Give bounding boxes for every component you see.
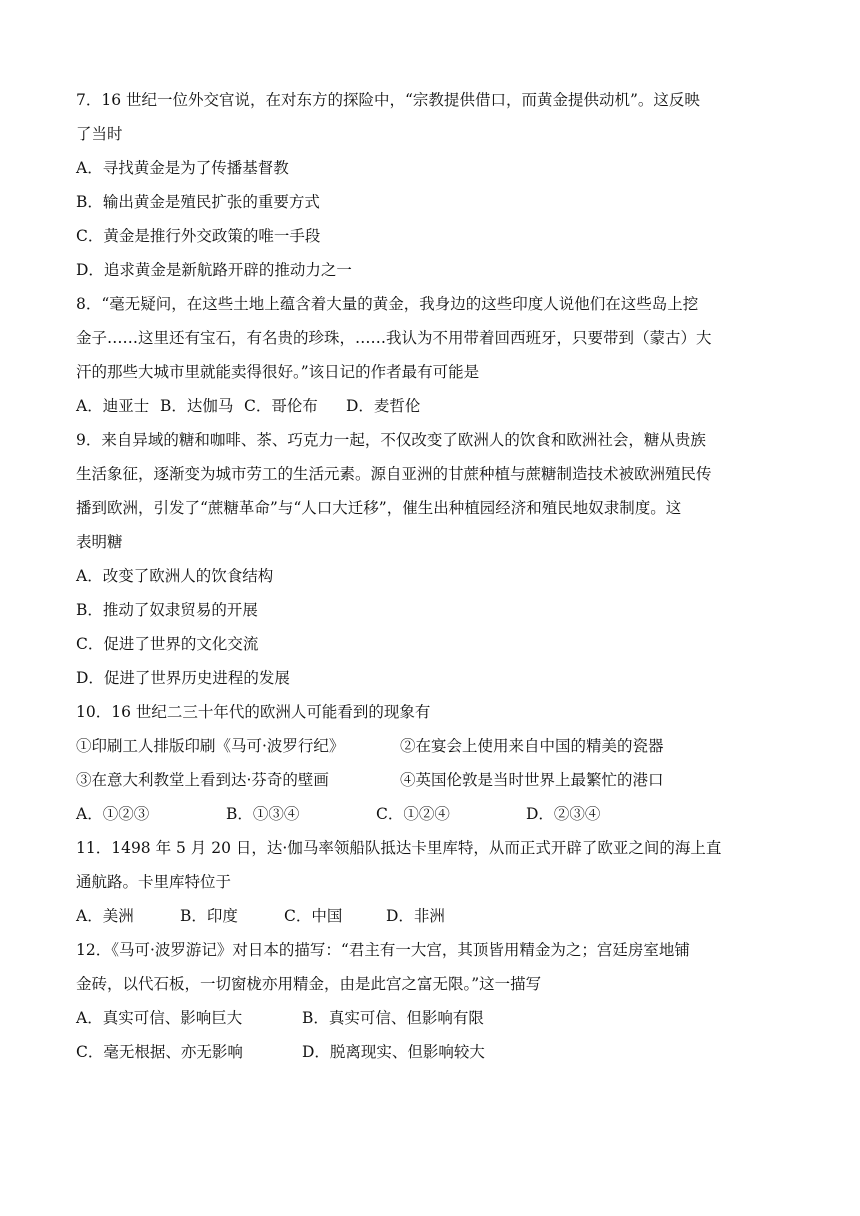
question-stem-line: 12．《马可·波罗游记》对日本的描写：“君主有一大宫，其顶皆用精金为之；宫廷房室地铺 (76, 941, 690, 959)
options-row (76, 797, 788, 831)
options-row (76, 389, 788, 423)
option-b: B．推动了奴隶贸易的开展 (76, 601, 258, 619)
statements-row (76, 763, 788, 797)
option-c: C．促进了世界的文化交流 (76, 635, 259, 653)
question-stem-line: 汗的那些大城市里就能卖得很好。”该日记的作者最有可能是 (76, 363, 480, 381)
option-c: C．①②④ (376, 805, 450, 823)
statement-1: ①印刷工人排版印刷《马可·波罗行纪》 (76, 737, 345, 755)
option-d: D．促进了世界历史进程的发展 (76, 669, 290, 687)
option-a: A．真实可信、影响巨大 (76, 1009, 243, 1027)
question-stem-line: 10．16 世纪二三十年代的欧洲人可能看到的现象有 (76, 703, 431, 721)
option-d: D．②③④ (526, 805, 601, 823)
question-11 (76, 831, 788, 933)
question-9 (76, 423, 788, 695)
option-b: B．印度 (180, 907, 238, 925)
question-stem-line: 通航路。卡里库特位于 (76, 873, 232, 891)
option-c: C．毫无根据、亦无影响 (76, 1043, 243, 1061)
question-10 (76, 695, 788, 831)
option-d: D．追求黄金是新航路开辟的推动力之一 (76, 261, 352, 279)
option-c: C．哥伦布 (244, 397, 318, 415)
question-12 (76, 933, 788, 1069)
option-d: D．麦哲伦 (346, 397, 421, 415)
options-row (76, 1035, 788, 1069)
option-a: A．①②③ (76, 805, 150, 823)
option-b: B．①③④ (226, 805, 300, 823)
question-stem-line: 金砖，以代石板，一切窗栊亦用精金，由是此宫之富无限。”这一描写 (76, 975, 542, 993)
option-c: C．黄金是推行外交政策的唯一手段 (76, 227, 321, 245)
option-b: B．达伽马 (160, 397, 234, 415)
options-row (76, 899, 788, 933)
question-stem-line: 金子……这里还有宝石，有名贵的珍珠，……我认为不用带着回西班牙，只要带到（蒙古）大 (76, 329, 712, 347)
question-stem-line: 了当时 (76, 125, 123, 143)
option-b: B．输出黄金是殖民扩张的重要方式 (76, 193, 320, 211)
option-b: B．真实可信、但影响有限 (302, 1009, 484, 1027)
question-stem-line: 播到欧洲，引发了“蔗糖革命”与“人口大迁移”，催生出种植园经济和殖民地奴隶制度。这 (76, 499, 682, 517)
option-d: D．非洲 (386, 907, 445, 925)
option-c: C．中国 (284, 907, 343, 925)
statement-3: ③在意大利教堂上看到达·芬奇的壁画 (76, 771, 329, 789)
question-list (76, 83, 788, 1069)
statement-2: ②在宴会上使用来自中国的精美的瓷器 (400, 737, 664, 755)
statement-4: ④英国伦敦是当时世界上最繁忙的港口 (400, 771, 664, 789)
question-stem-line: 8．“毫无疑问，在这些土地上蕴含着大量的黄金，我身边的这些印度人说他们在这些岛上挖 (76, 295, 699, 313)
option-a: A．美洲 (76, 907, 134, 925)
question-stem-line: 11．1498 年 5 月 20 日，达·伽马率领船队抵达卡里库特，从而正式开辟了欧亚之间的海上直 (76, 839, 722, 857)
question-stem-line: 7．16 世纪一位外交官说，在对东方的探险中，“宗教提供借口，而黄金提供动机”。这反映 (76, 91, 700, 109)
options-row (76, 1001, 788, 1035)
question-8 (76, 287, 788, 423)
option-a: A．迪亚士 (76, 397, 150, 415)
option-d: D．脱离现实、但影响较大 (302, 1043, 485, 1061)
statements-row (76, 729, 788, 763)
option-a: A．改变了欧洲人的饮食结构 (76, 567, 274, 585)
question-stem-line: 表明糖 (76, 533, 123, 551)
question-stem-line: 生活象征，逐渐变为城市劳工的生活元素。源自亚洲的甘蔗种植与蔗糖制造技术被欧洲殖民传 (76, 465, 712, 483)
question-stem-line: 9．来自异域的糖和咖啡、茶、巧克力一起，不仅改变了欧洲人的饮食和欧洲社会，糖从贵族 (76, 431, 706, 449)
option-a: A．寻找黄金是为了传播基督教 (76, 159, 289, 177)
question-7 (76, 83, 788, 287)
